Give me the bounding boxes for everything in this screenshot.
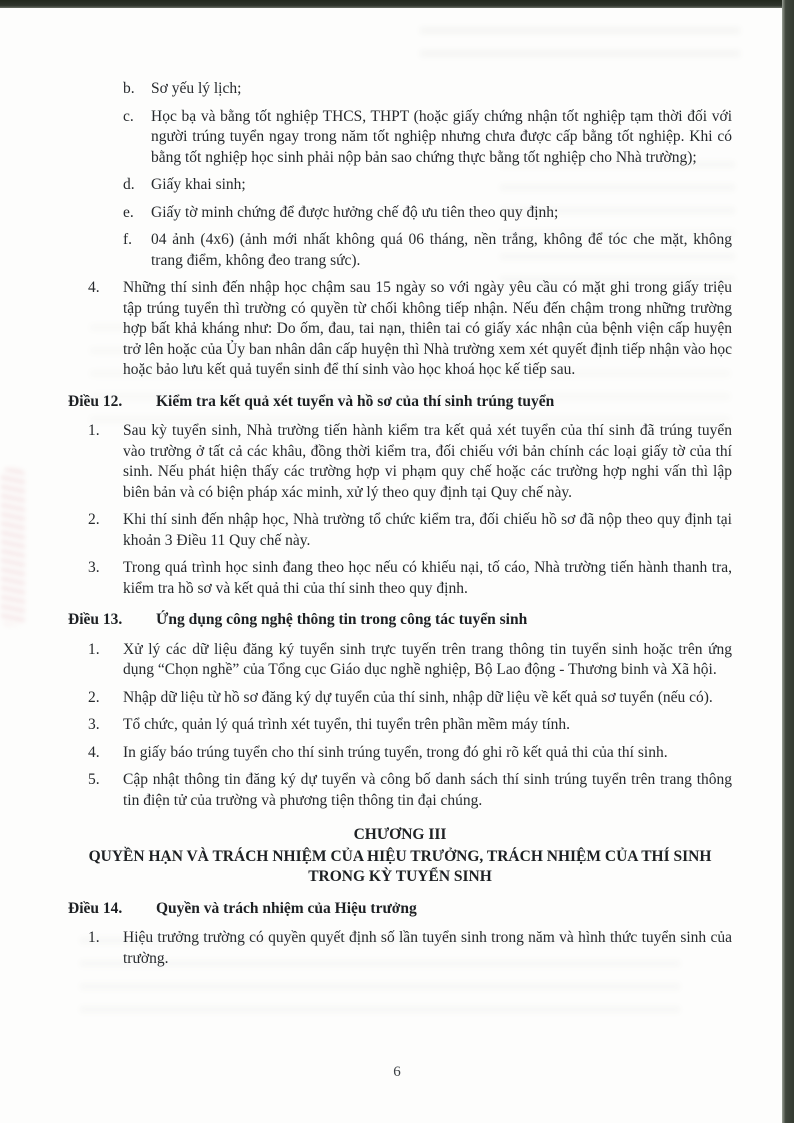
clause-text: Nhập dữ liệu từ hồ sơ đăng ký dự tuyển của thí sinh, nhập dữ liệu về kết quả sơ tuyển (nếu có). xyxy=(123,688,713,706)
list-marker: d. xyxy=(123,176,135,193)
clause-number: 1. xyxy=(88,929,100,946)
scanner-edge-top xyxy=(0,0,794,8)
article-label: Điều 13. xyxy=(68,611,123,628)
list-item-text: Giấy tờ minh chứng để được hưởng chế độ ưu tiên theo quy định; xyxy=(151,203,559,221)
clause-number: 3. xyxy=(88,716,100,733)
clause-4 xyxy=(88,278,732,381)
document-body xyxy=(68,79,732,976)
clause-text: Cập nhật thông tin đăng ký dự tuyển và công bố danh sách thí sinh trúng tuyển trên trang thông tin điện tử của trường và phương tiện thông tin đại chúng. xyxy=(123,771,732,809)
chapter-label: CHƯƠNG III xyxy=(353,826,447,843)
clause-number: 2. xyxy=(88,688,100,706)
clause-number: 1. xyxy=(88,640,100,658)
clause-12-2 xyxy=(88,510,732,551)
list-item-e xyxy=(123,203,732,224)
article-label: Điều 12. xyxy=(68,392,123,410)
clause-text: Hiệu trưởng trường có quyền quyết định số lần tuyển sinh trong năm và hình thức tuyển sinh của trường. xyxy=(123,929,732,967)
clause-text: Những thí sinh đến nhập học chậm sau 15 ngày so với ngày yêu cầu có mặt ghi trong giấy triệu tập trúng tuyển thì trường có quyền từ chối không tiếp nhận. Nếu đến chậm trong những trường hợp bất khả kháng như: Do ốm, đau, tai nạn, thiên tai có giấy xác nhận của bệnh viện cấp huyện trở lên hoặc của Ủy ban nhân dân cấp huyện thì Nhà trường xem xét quyết định tiếp nhận vào học hoặc bảo lưu kết quả tuyển sinh để thí sinh vào học khoá học kế tiếp sau. xyxy=(123,279,732,378)
list-marker: f. xyxy=(123,231,133,248)
list-item-c xyxy=(123,107,732,169)
chapter-heading xyxy=(68,825,732,888)
clause-text: Tổ chức, quản lý quá trình xét tuyển, thi tuyển trên phần mềm máy tính. xyxy=(123,716,571,733)
list-item-b xyxy=(123,79,732,100)
list-marker: b. xyxy=(123,80,135,97)
clause-number: 1. xyxy=(88,422,100,439)
clause-text: Xử lý các dữ liệu đăng ký tuyển sinh trực tuyến trên trang thông tin tuyển sinh hoặc trên ứng dụng “Chọn nghề” của Tổng cục Giáo dục nghề nghiệp, Bộ Lao động - Thương binh và Xã hội. xyxy=(123,640,732,678)
margin-red-ink-smudge xyxy=(1,468,25,626)
article-title: Ứng dụng công nghệ thông tin trong công tác tuyển sinh xyxy=(156,611,528,628)
article-title: Quyền và trách nhiệm của Hiệu trưởng xyxy=(156,899,417,917)
article-title: Kiểm tra kết quả xét tuyển và hồ sơ của thí sinh trúng tuyển xyxy=(156,392,555,410)
clause-12-3 xyxy=(88,558,732,599)
clause-text: Trong quá trình học sinh đang theo học nếu có khiếu nại, tố cáo, Nhà trường tiến hành thanh tra, kiểm tra hồ sơ và kết quả thi của thí sinh theo quy định. xyxy=(123,559,732,597)
article-heading-dieu-13 xyxy=(68,610,732,631)
chapter-title: QUYỀN HẠN VÀ TRÁCH NHIỆM CỦA HIỆU TRƯỞNG, TRÁCH NHIỆM CỦA THÍ SINH TRONG KỲ TUYỂN SINH xyxy=(88,847,712,885)
clause-14-1 xyxy=(88,928,732,969)
list-item-text: Sơ yếu lý lịch; xyxy=(151,80,242,97)
bleed-through-ghost-text xyxy=(420,26,740,64)
list-item-text: Học bạ và bằng tốt nghiệp THCS, THPT (hoặc giấy chứng nhận tốt nghiệp tạm thời đối với người trúng tuyển ngay trong năm tốt nghiệp nhưng chưa được cấp bằng tốt nghiệp. Khi có bằng tốt nghiệp học sinh phải nộp bản sao chứng thực bằng tốt nghiệp cho Nhà trường); xyxy=(151,107,732,166)
clause-text: In giấy báo trúng tuyển cho thí sinh trúng tuyển, trong đó ghi rõ kết quả thi của thí sinh. xyxy=(123,743,668,761)
clause-number: 5. xyxy=(88,771,100,788)
clause-13-1 xyxy=(88,640,732,681)
clause-13-2 xyxy=(88,688,732,709)
clause-13-5 xyxy=(88,770,732,811)
list-item-text: 04 ảnh (4x6) (ảnh mới nhất không quá 06 tháng, nền trắng, không để tóc che mặt, không trang điểm, không đeo trang sức). xyxy=(151,231,732,269)
list-item-f xyxy=(123,230,732,271)
clause-number: 4. xyxy=(88,279,100,296)
clause-number: 3. xyxy=(88,559,100,576)
clause-13-4 xyxy=(88,743,732,764)
article-heading-dieu-12 xyxy=(68,392,732,413)
page-number: 6 xyxy=(393,1064,401,1080)
article-heading-dieu-14 xyxy=(68,899,732,920)
clause-text: Khi thí sinh đến nhập học, Nhà trường tổ chức kiểm tra, đối chiếu hồ sơ đã nộp theo quy định tại khoản 3 Điều 11 Quy chế này. xyxy=(123,511,732,549)
list-item-text: Giấy khai sinh; xyxy=(151,176,246,193)
clause-number: 2. xyxy=(88,511,100,528)
list-marker: c. xyxy=(123,107,134,125)
clause-text: Sau kỳ tuyển sinh, Nhà trường tiến hành kiểm tra kết quả xét tuyển của thí sinh đã trúng tuyển vào trường ở tất cả các khâu, đồng thời kiểm tra, đối chiếu với bản chính các loại giấy tờ của thí sinh. Nếu phát hiện thấy các trường hợp vi phạm quy chế hoặc các trường hợp nghi vấn thì lập biên bản và có biện pháp xác minh, xử lý theo quy định tại Quy chế này. xyxy=(123,422,732,501)
scanner-edge-right xyxy=(782,0,794,1123)
list-marker: e. xyxy=(123,203,134,221)
article-label: Điều 14. xyxy=(68,899,123,917)
clause-number: 4. xyxy=(88,743,100,761)
list-item-d xyxy=(123,175,732,196)
clause-12-1 xyxy=(88,421,732,503)
clause-13-3 xyxy=(88,715,732,736)
